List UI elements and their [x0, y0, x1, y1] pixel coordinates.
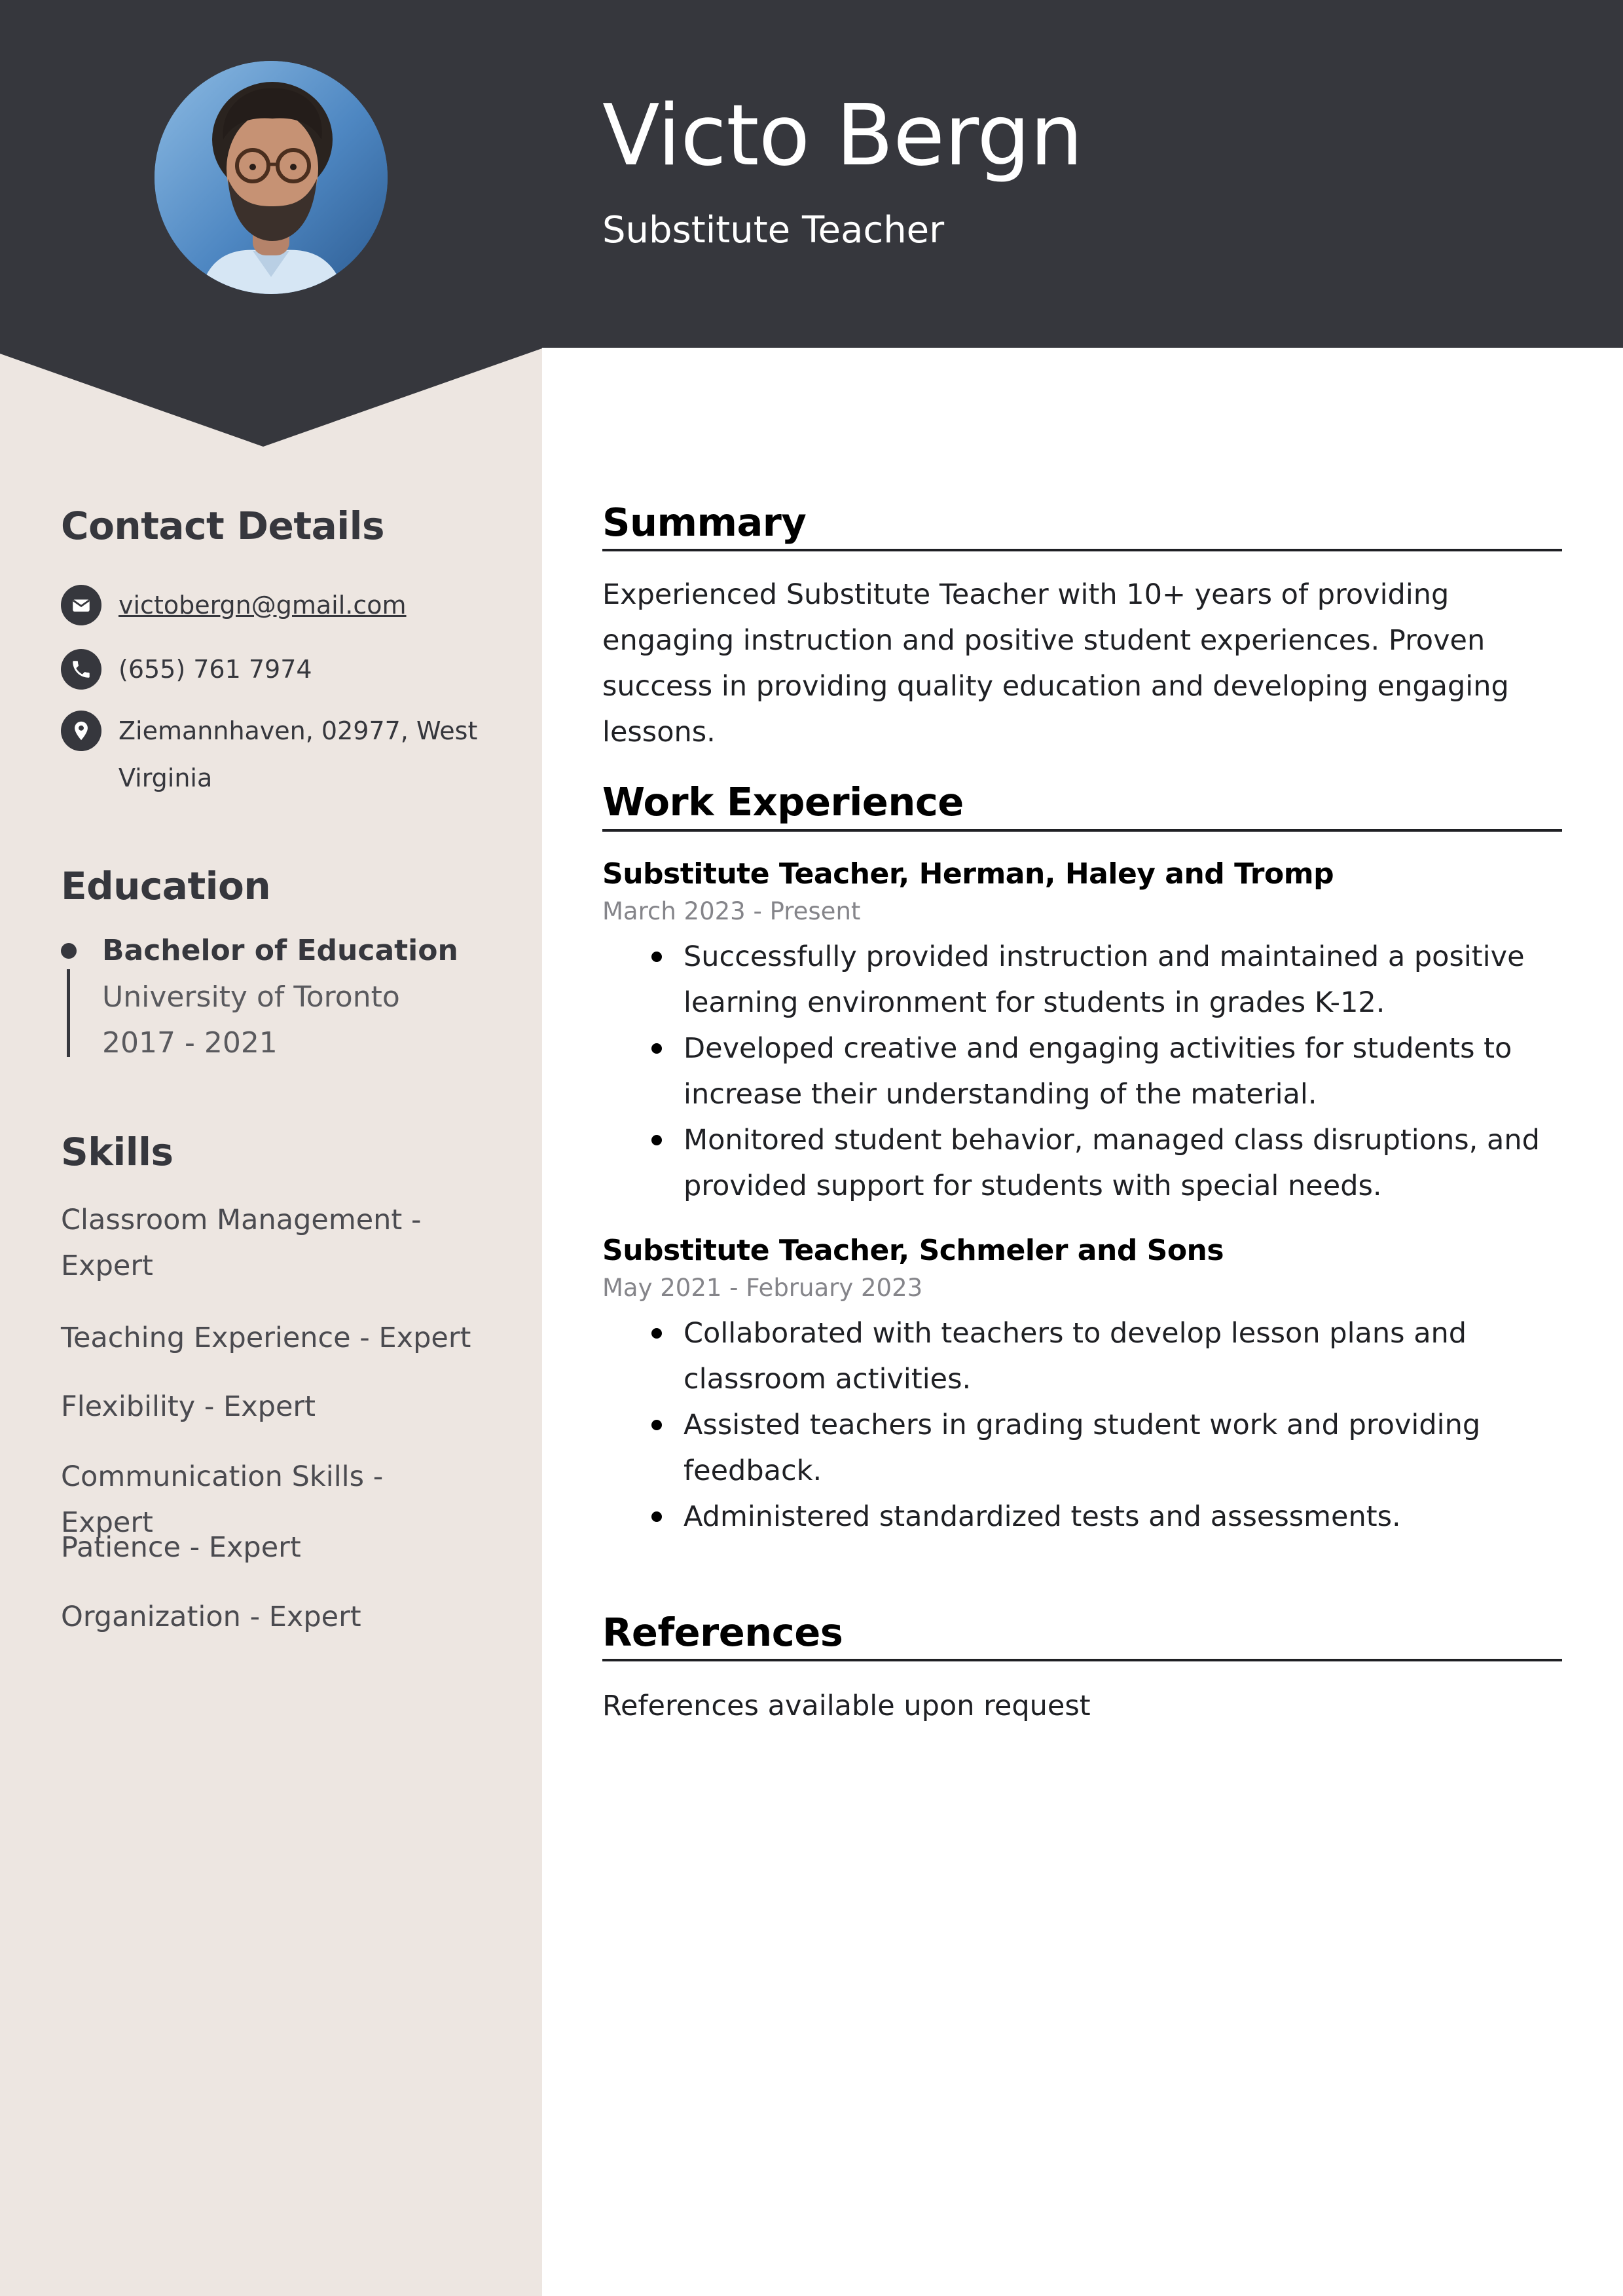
education-degree: Bachelor of Education	[102, 934, 458, 967]
summary-heading: Summary	[602, 500, 807, 545]
address-line-2: Virginia	[119, 764, 213, 792]
job-bullets	[684, 934, 1561, 1209]
timeline-dot	[61, 943, 77, 959]
job-bullet: Monitored student behavior, managed class disruptions, and provided support for students with special needs.	[684, 1117, 1561, 1209]
skill-item: Classroom Management - Expert	[61, 1204, 422, 1282]
contact-heading: Contact Details	[61, 504, 384, 548]
contact-phone-row	[61, 649, 312, 693]
job-dates: May 2021 - February 2023	[602, 1274, 923, 1302]
contact-email-row	[61, 585, 407, 629]
job-role: Substitute Teacher, Schmeler and Sons	[602, 1234, 1224, 1267]
job-role: Substitute Teacher, Herman, Haley and Tromp	[602, 857, 1334, 891]
job-bullets	[684, 1310, 1561, 1540]
summary-text: Experienced Substitute Teacher with 10+ years of providing engaging instruction and positive student experiences. Proven success in providing quality education and developing engaging lessons.	[602, 578, 1509, 749]
skill-item: Teaching Experience - Expert	[61, 1322, 471, 1354]
skill-item: Organization - Expert	[61, 1601, 361, 1633]
summary-divider	[602, 549, 1562, 551]
skills-heading: Skills	[61, 1130, 173, 1174]
candidate-name: Victo Bergn	[602, 87, 1083, 185]
address	[119, 707, 477, 802]
address-line-1: Ziemannhaven, 02977, West	[119, 716, 478, 745]
job-bullet: Assisted teachers in grading student work and providing feedback.	[684, 1402, 1561, 1494]
references-heading: References	[602, 1610, 843, 1655]
contact-address-row	[61, 711, 477, 802]
profile-photo	[155, 61, 388, 294]
education-school: University of Toronto	[102, 980, 400, 1014]
phone-icon	[61, 649, 101, 690]
education-heading: Education	[61, 864, 271, 908]
header-chevron	[0, 347, 542, 449]
portrait-icon	[155, 61, 388, 294]
location-pin-icon	[61, 711, 101, 751]
education-years: 2017 - 2021	[102, 1026, 278, 1060]
job-bullet: Administered standardized tests and assessments.	[684, 1494, 1561, 1540]
job-bullet: Developed creative and engaging activities for students to increase their understanding of the material.	[684, 1026, 1561, 1117]
skill-item: Communication Skills - Expert	[61, 1460, 384, 1539]
skill-item: Patience - Expert	[61, 1531, 301, 1564]
work-heading: Work Experience	[602, 779, 964, 824]
references-divider	[602, 1659, 1562, 1661]
timeline-line	[67, 969, 70, 1057]
candidate-job-title: Substitute Teacher	[602, 209, 945, 251]
phone-number: (655) 761 7974	[119, 655, 312, 684]
job-bullet: Successfully provided instruction and maintained a positive learning environment for students in grades K-12.	[684, 934, 1561, 1026]
job-bullet: Collaborated with teachers to develop lesson plans and classroom activities.	[684, 1310, 1561, 1402]
job-dates: March 2023 - Present	[602, 897, 861, 925]
references-text: References available upon request	[602, 1690, 1091, 1722]
work-divider	[602, 829, 1562, 832]
envelope-icon	[61, 585, 101, 625]
email-link[interactable]: victobergn@gmail.com	[119, 591, 407, 620]
skill-item: Flexibility - Expert	[61, 1390, 316, 1423]
